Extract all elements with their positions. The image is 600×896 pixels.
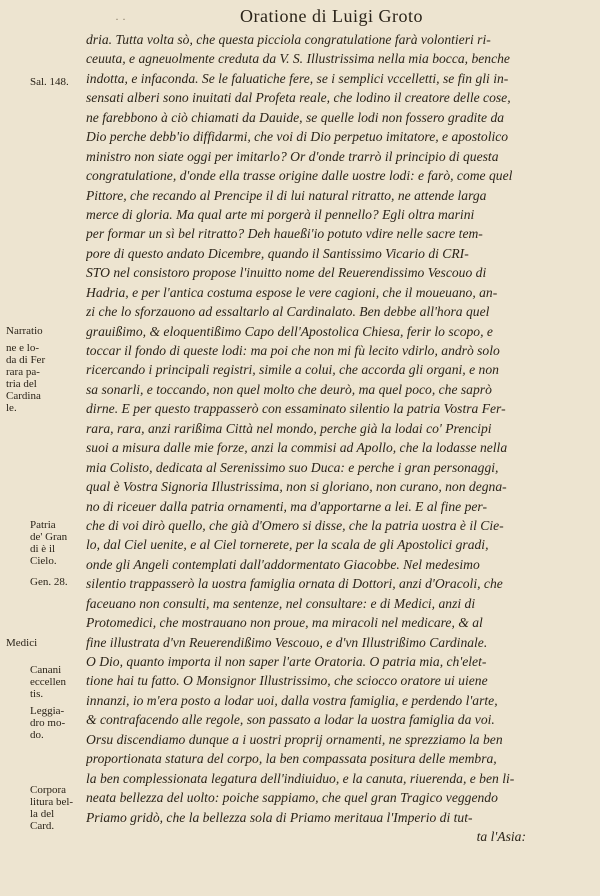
text-line: merce di gloria. Ma qual arte mi porgerà il pennello? Egli oltra marini — [86, 206, 475, 222]
marginal-note-line: Canani — [30, 664, 62, 676]
text-line: che di voi dirò quello, che già d'Omero si disse, che la patria uostra è il Cie- — [86, 517, 504, 533]
marginal-note-line: Cardina — [6, 390, 41, 402]
text-line: faceuano non consulti, ma sentenze, nel consultare: e di Medici, anzi di — [86, 595, 476, 611]
text-line: ne farebbono à ciò chiamati da Dauide, se quelle lodi non fossero gradite da — [86, 109, 505, 125]
text-line: ministro non siate oggi per imitarlo? Or d'onde trarrò il principio di questa — [86, 148, 499, 164]
marginal-note-leggiadro — [30, 705, 65, 741]
text-line: onde gli Angeli contemplati dall'addormentato Giacobbe. Nel medesimo — [86, 556, 480, 572]
text-line: per formar un sì bel ritratto? Deh haueßi'io potuto vdire nelle sacre tem- — [86, 226, 483, 242]
marginal-note-sal — [30, 76, 69, 88]
text-line: ricercando i principali registri, simile a colui, che accorda gli organi, e non — [86, 362, 499, 378]
text-line: Dio perche debb'io diffidarmi, che voi di Dio perpetuo imitatore, e apostolico — [86, 129, 509, 145]
marginal-note-line: Medici — [6, 637, 38, 649]
marginal-note-line: rara pa- — [6, 366, 40, 378]
text-line: Priamo gridò, che la bellezza sola di Priamo meritaua l'Imperio di tut- — [86, 809, 473, 825]
marginal-note-medici — [6, 637, 37, 649]
marginal-note-line: tis. — [30, 688, 44, 700]
text-line: Pittore, che recando al Prencipe il di lui natural ritratto, ne attende larga — [86, 187, 487, 203]
marginal-note-line: da di Fer — [6, 354, 46, 366]
text-line: neata bellezza del uolto: poiche sappiamo, che quel gran Tragico veggendo — [86, 790, 498, 806]
marginal-note-line: ne e lo- — [6, 342, 39, 354]
text-line: ta l'Asia: — [476, 828, 526, 844]
text-line: no di riceuer dalla patria ornamenti, ma d'apportarne a lei. E al fine per- — [86, 498, 487, 514]
text-line: STO nel consistoro propose l'inuitto nome del Reuerendissimo Vescouo di — [86, 265, 487, 281]
text-line: & contrafacendo alle regole, son passato a lodar la uostra famiglia da voi. — [86, 712, 495, 728]
marginal-note-line: Card. — [30, 820, 55, 832]
text-line: zi che lo sforzauono ad essaltarlo al Cardinalato. Ben debbe all'hora quel — [86, 304, 490, 320]
marginal-note-line: tria del — [6, 378, 37, 390]
text-line: lo, dal Ciel uenite, e al Ciel tornerete, per la scala de gli Apostolici gradi, — [86, 537, 489, 553]
text-line: suoi a misura dalle mie forze, anzi la commisi ad Apollo, che la lodasse nella — [86, 440, 508, 456]
text-line: sensati alberi sono inuitati dal Profeta reale, che lodino il creatore delle cose, — [86, 90, 511, 106]
text-line: innanzi, io m'era posto a lodar uoi, dalla vostra famiglia, e perdendo l'arte, — [86, 692, 498, 708]
text-line: fine illustrata d'vn Reuerendißimo Vescouo, e d'vn Illustrißimo Cardinale. — [86, 634, 488, 650]
text-line: proportionata statura del corpo, la ben compassata positura delle membra, — [86, 751, 497, 767]
text-line: O Dio, quanto importa il non saper l'arte Oratoria. O patria mia, ch'elet- — [86, 654, 487, 669]
text-line: ceuuta, e agneuolmente creduta da V. S. Illustrissima nella mia bocca, benche — [86, 51, 510, 67]
marginal-note-line: Leggia- — [30, 705, 65, 717]
text-line: tione hai tu fatto. O Monsignor Illustrissimo, che sciocco oratore ui uiene — [86, 673, 488, 689]
marginal-note-patria — [30, 519, 67, 567]
marginal-note-canani — [30, 664, 66, 700]
text-line: congratulatione, d'onde ella trasse origine dalle uostre lodi: e farò, come quel — [86, 168, 513, 184]
marginal-note-line: eccellen — [30, 676, 67, 688]
marginal-note-line: Gen. 28. — [30, 576, 68, 588]
marginal-note-ferrara — [6, 342, 45, 414]
marginal-note-line: Narratio — [6, 325, 43, 337]
text-line: toccar il fondo di queste lodi: ma poi che non mi fù lecito vdirlo, andrò solo — [86, 343, 500, 358]
text-line: qual è Vostra Signoria Illustrissima, non si gloriano, non curano, non degna- — [86, 479, 507, 495]
text-line: rara, rara, anzi rarißima Città nel mondo, perche già la lodai co' Prencipi — [86, 420, 492, 436]
text-line: silentio trappasserò la uostra famiglia ornata di Dottori, anzi d'Oracoli, che — [86, 576, 503, 592]
text-line: mia Colisto, dedicata al Serenissimo suo Duca: e perche i gran personaggi, — [86, 459, 499, 475]
folio-mark: · · — [115, 12, 126, 26]
running-head: Oratione di Luigi Groto — [240, 6, 423, 26]
text-line: Protomedici, che mostrauano non proue, ma miracoli nel medicare, & al — [86, 615, 483, 631]
text-line: Orsu discendiamo dunque a i uostri proprij ornamenti, ne sprezziamo la ben — [86, 731, 503, 747]
marginal-note-gen — [30, 576, 68, 588]
marginal-note-line: le. — [6, 402, 17, 414]
marginal-note-line: di è il — [30, 543, 56, 555]
marginal-note-line: Sal. 148. — [30, 76, 69, 88]
text-line: la ben complessionata legatura dell'indiuiduo, e la canuta, riuerenda, e ben li- — [86, 770, 515, 786]
marginal-note-line: do. — [30, 729, 44, 741]
marginal-note-line: de' Gran — [30, 531, 68, 543]
marginal-note-narratio — [6, 325, 43, 337]
text-line: indotta, e infaconda. Se le faluatiche fere, se i semplici vccelletti, se fin gli in- — [86, 70, 509, 86]
marginal-note-line: Patria — [30, 519, 56, 531]
text-line: dria. Tutta volta sò, che questa picciola congratulatione farà volontieri ri- — [86, 32, 491, 47]
text-line: Hadria, e per l'antica costuma espose le vere cagioni, che il moueuano, an- — [86, 284, 498, 300]
text-line: pore di questo andato Dicembre, quando il Santissimo Vicario di CRI- — [86, 245, 469, 261]
marginal-note-line: dro mo- — [30, 717, 66, 729]
marginal-note-corpora — [30, 784, 73, 832]
text-line: sa sonarli, e toccando, non quel molto che deurò, ma quel poco, che saprò — [86, 381, 492, 397]
marginal-note-line: la del — [30, 808, 55, 820]
body-text — [86, 30, 586, 846]
marginal-note-line: Cielo. — [30, 555, 57, 567]
marginal-note-line: Corpora — [30, 784, 67, 796]
marginal-note-line: litura bel- — [30, 796, 74, 808]
text-line: dirne. E per questo trappasserò con essaminato silentio la patria Vostra Fer- — [86, 401, 506, 417]
text-line: grauißimo, & eloquentißimo Capo dell'Apostolica Chiesa, ferir lo scopo, e — [86, 323, 493, 339]
